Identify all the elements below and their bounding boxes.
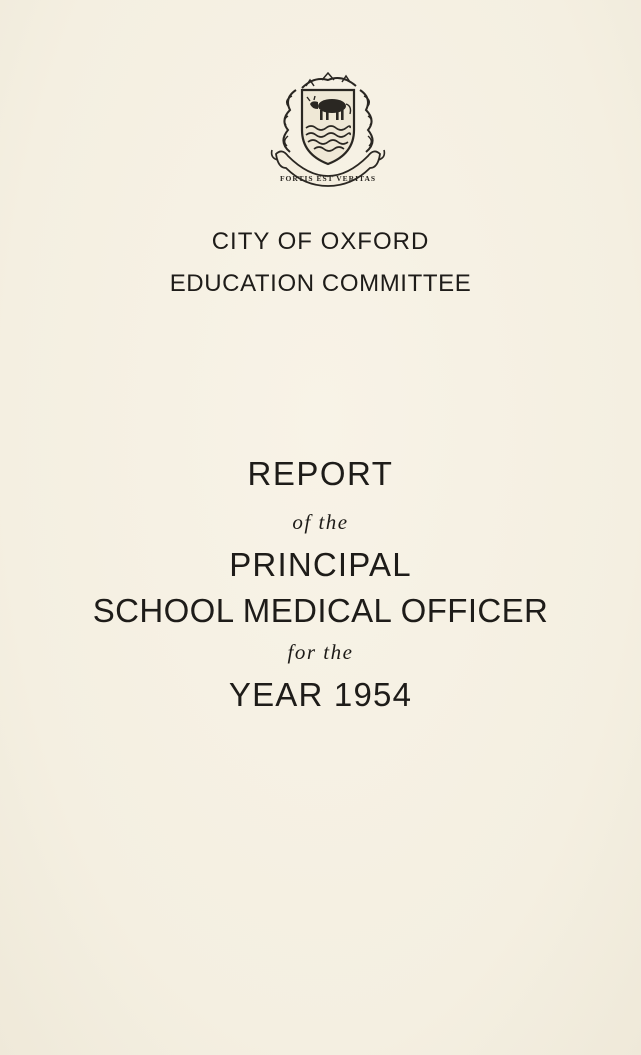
principal-title: PRINCIPAL [229, 546, 412, 583]
city-heading: CITY OF OXFORD [211, 228, 430, 255]
of-the-text: of the [292, 510, 349, 534]
officer-title: SCHOOL MEDICAL OFFICER [92, 592, 549, 629]
year-title: YEAR 1954 [228, 676, 413, 713]
oxford-crest-icon [262, 72, 394, 190]
report-title: REPORT [247, 455, 394, 492]
committee-heading: EDUCATION COMMITTEE [169, 270, 472, 297]
crest-motto: FORTIS EST VERITAS [279, 174, 377, 183]
for-the-text: for the [287, 640, 354, 664]
